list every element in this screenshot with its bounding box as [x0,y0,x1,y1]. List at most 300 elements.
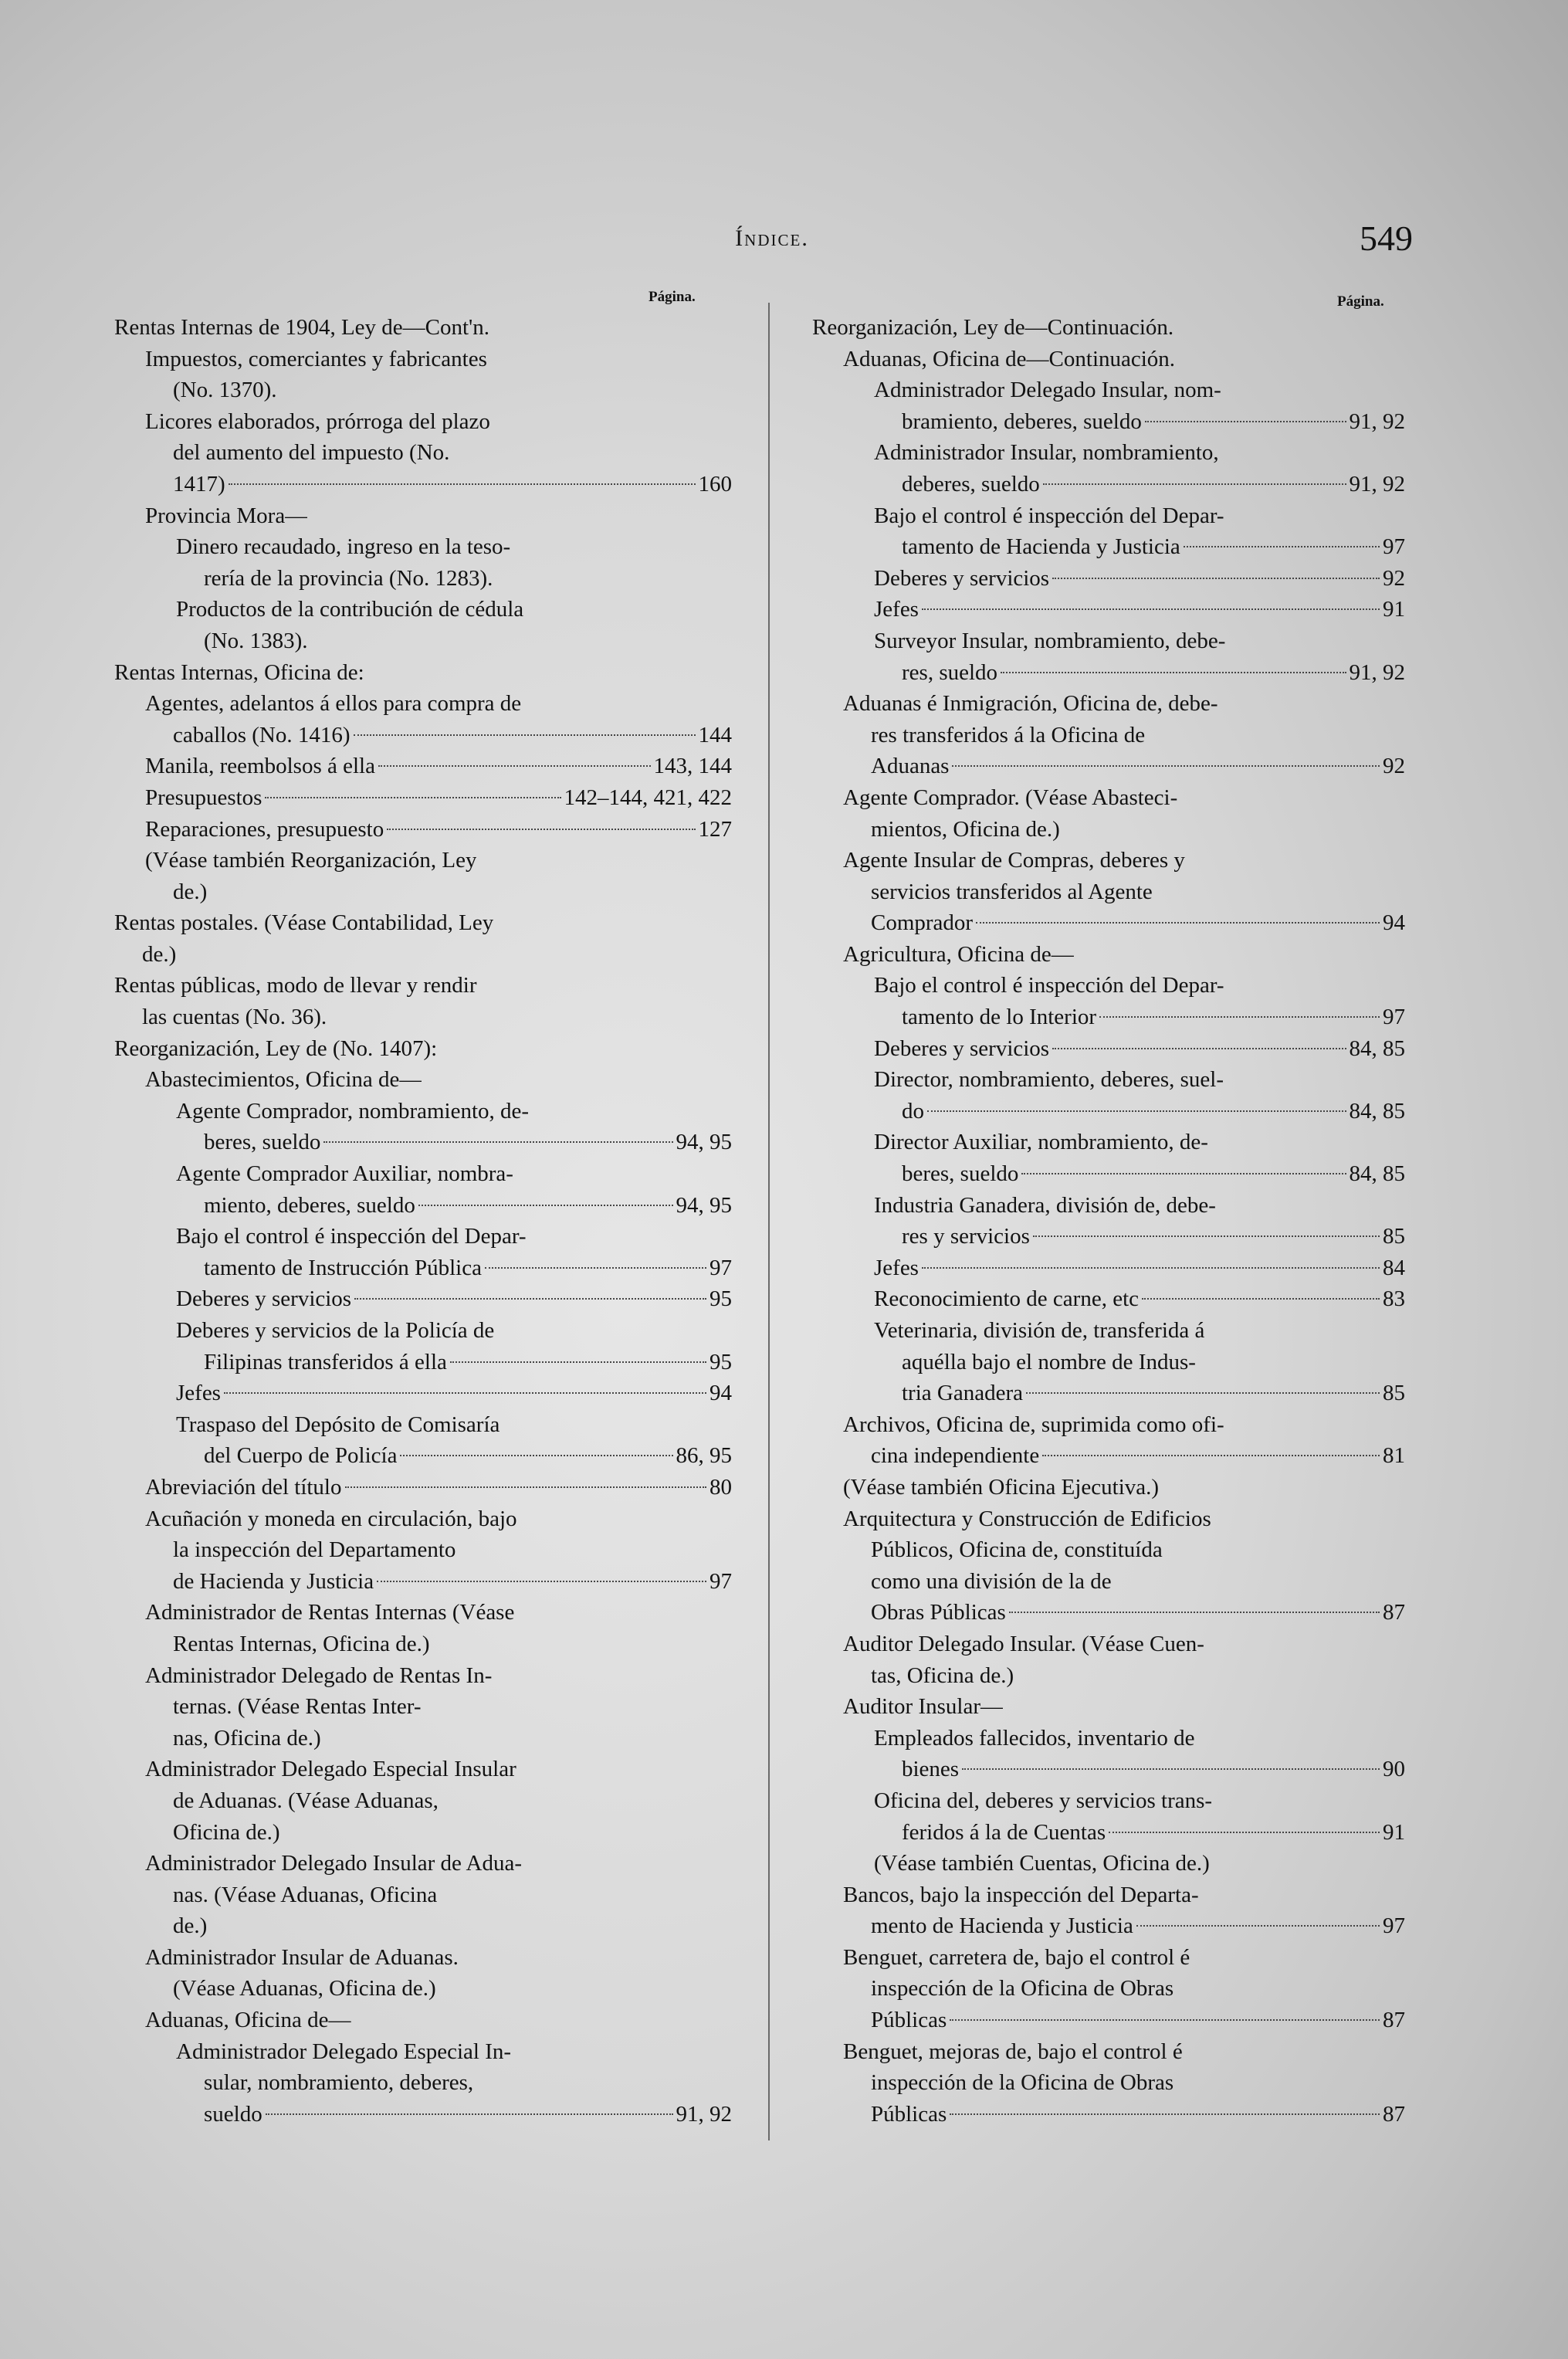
index-entry-line [874,1252,1405,1284]
index-entry-line [176,1378,732,1409]
index-entry [114,751,732,782]
index-entry-line [843,1409,1405,1441]
index-entry-line [843,814,1405,846]
index-entry-text: (Véase también Reorganización, Ley [145,848,477,873]
leader-dots [1099,1016,1380,1018]
index-entry-line [145,845,732,876]
index-entry-line [874,1848,1405,1879]
index-entry-line [874,1283,1405,1315]
index-entry-line [176,1190,732,1222]
page-reference: 97 [709,1568,732,1594]
index-entry [812,1503,1405,1629]
index-entry-text: inspección de la Oficina de Obras [871,2070,1174,2096]
page-reference: 81 [1383,1443,1405,1469]
index-entry-line [843,1942,1405,1974]
index-entry [812,1879,1405,1942]
index-entry-line [145,1597,732,1629]
index-entry-line [874,1127,1405,1158]
page-reference: 91, 92 [1349,471,1405,497]
index-entry-line [145,2005,732,2036]
index-entry-text: (No. 1370). [173,378,277,403]
index-entry [812,688,1405,782]
index-entry [114,688,732,751]
index-entry-text: caballos (No. 1416) [173,722,351,747]
index-entry-text: Director, nombramiento, deberes, suel- [874,1067,1224,1093]
index-entry-text: res transferidos á la Oficina de [871,722,1146,747]
index-entry-text: Bajo el control é inspección del Depar- [176,1224,527,1249]
index-entry-text: Deberes y servicios [176,1286,352,1312]
index-entry-line [145,344,732,375]
index-entry-text: inspección de la Oficina de Obras [871,1976,1174,2001]
index-entry-line [145,1910,732,1942]
page-reference: 80 [709,1474,732,1500]
index-entry-line [145,814,732,846]
index-entry-line [843,876,1405,908]
page-reference: 92 [1383,565,1405,591]
index-entry-line [145,782,732,814]
index-entry [114,531,732,594]
index-entry-text: bienes [902,1757,960,1782]
index-entry-text: Reconocimiento de carne, etc [874,1286,1140,1312]
index-entry-text: tamento de Hacienda y Justicia [902,534,1180,560]
index-entry-text: Bajo el control é inspección del Depar- [874,973,1224,998]
index-entry-text: de.) [173,879,208,904]
index-entry-text: aquélla bajo el nombre de Indus- [902,1349,1196,1374]
leader-dots [1009,1612,1380,1613]
index-entry-line [843,845,1405,876]
leader-dots [952,765,1380,767]
index-entry-text: Impuestos, comerciantes y fabricantes [145,346,487,371]
index-entry-text: de.) [142,941,177,967]
index-entry-text: como una división de la de [871,1568,1112,1594]
index-entry [114,1096,732,1158]
index-entry-line [145,1785,732,1817]
page-reference: 84, 85 [1349,1161,1405,1187]
left-page-column-heading: Página. [649,289,696,305]
index-entry-text: ternas. (Véase Rentas Inter- [173,1694,422,1720]
index-entry-text: 1417) [173,471,225,497]
index-entry-line [145,1503,732,1535]
index-entry-text: Públicas [871,2008,947,2033]
index-entry [114,1942,732,2005]
index-entry-text: Veterinaria, división de, transferida á [874,1318,1205,1343]
index-entry [812,625,1405,688]
column-divider [768,303,770,2140]
index-entry-text: tria Ganadera [902,1381,1023,1406]
index-entry-line [145,1472,732,1503]
index-entry-line [874,1785,1405,1817]
index-entry-line [145,1817,732,1849]
index-entry-line [114,939,732,971]
index-entry-text: Rentas Internas de 1904, Ley de—Cont'n. [114,315,490,340]
page-reference: 97 [1383,534,1405,560]
page-reference: 127 [698,816,732,842]
index-entry [114,1221,732,1283]
index-entry-line [176,1158,732,1190]
left-index-column [114,312,732,2130]
index-entry-line [145,720,732,751]
index-entry [812,782,1405,845]
index-entry [114,1597,732,1659]
page-reference: 86, 95 [676,1443,732,1469]
index-entry-line [145,876,732,908]
index-entry-line [843,720,1405,751]
page-reference: 95 [709,1349,732,1374]
index-entry-line [874,531,1405,563]
page-reference: 144 [698,722,732,747]
index-entry [114,1283,732,1315]
index-entry-line [176,1409,732,1441]
index-entry-line [843,1503,1405,1535]
index-entry-text: Provincia Mora— [145,503,308,528]
index-entry [812,1127,1405,1189]
index-entry [812,1033,1405,1065]
index-entry-line [843,344,1405,375]
index-entry [114,657,732,689]
index-entry-line [874,1754,1405,1785]
leader-dots [922,608,1380,610]
index-entry-text: Deberes y servicios [874,1035,1050,1061]
index-entry-line [145,1723,732,1754]
leader-dots [927,1110,1346,1112]
leader-dots [1001,672,1346,673]
index-entry-text: miento, deberes, sueldo [204,1192,415,1218]
index-entry [114,1315,732,1378]
index-entry-line [176,625,732,657]
index-entry [812,312,1405,344]
index-entry-line [176,1127,732,1158]
index-entry-line [843,907,1405,939]
index-entry-line [874,469,1405,500]
index-entry-text: (Véase Aduanas, Oficina de.) [173,1976,436,2001]
index-entry-line [176,2036,732,2068]
index-entry [812,437,1405,500]
index-entry-text: Jefes [874,597,919,622]
index-entry-line [874,657,1405,689]
index-entry-line [176,1315,732,1347]
index-entry-text: Abastecimientos, Oficina de— [145,1067,422,1093]
index-entry-line [145,1534,732,1566]
index-entry-line [176,2099,732,2130]
page-reference: 84 [1383,1255,1405,1280]
leader-dots [1184,546,1380,547]
index-entry-line [843,1597,1405,1629]
index-entry-text: tas, Oficina de.) [871,1662,1014,1688]
index-entry-text: las cuentas (No. 36). [142,1005,327,1030]
index-entry-line [114,312,732,344]
index-entry-line [874,375,1405,406]
index-entry-text: de.) [173,1913,208,1939]
index-entry-text: (Véase también Cuentas, Oficina de.) [874,1851,1210,1876]
index-entry [114,1378,732,1409]
leader-dots [418,1205,673,1206]
index-entry-text: Licores elaborados, prórroga del plazo [145,408,490,434]
index-entry-line [843,1660,1405,1692]
index-entry [812,594,1405,625]
index-entry-line [843,688,1405,720]
index-entry [114,814,732,846]
page-reference: 85 [1383,1224,1405,1249]
index-entry-text: Auditor Delegado Insular. (Véase Cuen- [843,1631,1204,1656]
page-reference: 94, 95 [676,1130,732,1155]
index-entry-text: Oficina de.) [173,1819,280,1845]
index-entry [812,1190,1405,1252]
index-entry-text: Administrador Insular, nombramiento, [874,440,1219,466]
index-entry-text: Comprador [871,910,974,936]
index-entry-text: Oficina del, deberes y servicios trans- [874,1788,1213,1813]
index-entry-text: mientos, Oficina de.) [871,816,1060,842]
index-entry-text: Arquitectura y Construcción de Edificios [843,1506,1211,1531]
index-entry-line [145,1754,732,1785]
index-entry [812,500,1405,563]
index-entry-text: Agente Comprador, nombramiento, de- [176,1098,530,1124]
index-entry-text: Reorganización, Ley de (No. 1407): [114,1035,438,1061]
index-entry [114,312,732,344]
index-entry-line [176,1283,732,1315]
index-entry [114,406,732,500]
index-entry-text: Manila, reembolsos á ella [145,754,375,779]
index-entry-line [843,1566,1405,1598]
index-entry-line [843,2005,1405,2036]
index-entry-line [874,1190,1405,1222]
index-entry [114,1503,732,1598]
page-reference: 97 [1383,1913,1405,1939]
index-entry-text: Presupuestos [145,785,262,810]
index-entry-text: Benguet, carretera de, bajo el control é [843,1944,1190,1970]
index-entry-text: res y servicios [902,1224,1030,1249]
index-entry-line [874,1064,1405,1096]
index-entry-line [176,1096,732,1127]
index-entry [812,1064,1405,1127]
index-entry-line [843,2067,1405,2099]
index-entry-text: del Cuerpo de Policía [204,1443,398,1469]
index-entry-text: res, sueldo [902,659,998,685]
page-reference: 91 [1383,597,1405,622]
index-entry-line [145,1848,732,1879]
index-entry-text: Deberes y servicios [874,565,1050,591]
page-reference: 91, 92 [1349,659,1405,685]
leader-dots [1021,1173,1346,1174]
leader-dots [1136,1925,1380,1927]
index-entry-text: Aduanas é Inmigración, Oficina de, debe- [843,691,1218,717]
index-entry-line [843,2099,1405,2130]
index-entry [114,907,732,970]
leader-dots [345,1486,707,1488]
index-entry-text: de Hacienda y Justicia [173,1568,374,1594]
page-reference: 90 [1383,1757,1405,1782]
index-entry-text: Industria Ganadera, división de, debe- [874,1192,1216,1218]
page-reference: 87 [1383,1600,1405,1625]
index-entry-text: de Aduanas. (Véase Aduanas, [173,1788,439,1813]
index-entry-line [843,1973,1405,2005]
index-entry [114,1033,732,1065]
index-entry-line [843,1440,1405,1472]
index-entry-text: Bancos, bajo la inspección del Departa- [843,1882,1199,1907]
index-entry-text: Administrador Delegado de Rentas In- [145,1662,493,1688]
index-entry [812,1315,1405,1409]
index-entry-text: Administrador Delegado Insular de Adua- [145,1851,523,1876]
leader-dots [1052,578,1380,579]
index-entry-text: Aduanas, Oficina de— [145,2008,351,2033]
leader-dots [1052,1048,1346,1049]
right-page-column-heading: Página. [1337,293,1384,310]
leader-dots [922,1267,1380,1269]
index-entry [812,1409,1405,1472]
index-entry-text: Bajo el control é inspección del Depar- [874,503,1224,528]
page-reference: 91, 92 [1349,408,1405,434]
index-entry [114,1848,732,1942]
index-entry-line [176,1347,732,1378]
index-entry-text: Administrador Insular de Aduanas. [145,1944,459,1970]
index-entry-line [114,1002,732,1033]
index-entry-line [114,1033,732,1065]
page-reference: 85 [1383,1381,1405,1406]
index-entry-text: Empleados fallecidos, inventario de [874,1725,1195,1751]
index-entry-text: nas, Oficina de.) [173,1725,321,1751]
index-entry-line [145,1879,732,1911]
page-reference: 84, 85 [1349,1035,1405,1061]
index-entry-line [843,1691,1405,1723]
index-entry-text: Auditor Insular— [843,1694,1003,1720]
index-entry-text: Rentas postales. (Véase Contabilidad, Ley [114,910,494,936]
index-entry-line [874,563,1405,595]
index-entry-text: Rentas Internas, Oficina de.) [173,1631,430,1656]
index-entry [114,1064,732,1096]
index-entry-line [843,1910,1405,1942]
index-entry-text: Rentas públicas, modo de llevar y rendir [114,973,477,998]
index-entry-line [176,2067,732,2099]
index-entry-text: mento de Hacienda y Justicia [871,1913,1133,1939]
index-entry-line [145,437,732,469]
leader-dots [950,2113,1380,2115]
index-entry [812,1942,1405,2036]
index-entry [812,845,1405,939]
leader-dots [266,2113,673,2115]
leader-dots [354,734,696,736]
index-entry-line [114,907,732,939]
index-entry-text: Reparaciones, presupuesto [145,816,384,842]
index-entry [812,375,1405,437]
index-entry [114,500,732,532]
index-entry [812,1283,1405,1315]
leader-dots [323,1141,672,1143]
index-entry-text: Abreviación del título [145,1474,342,1500]
index-entry-text: Agente Comprador. (Véase Abasteci- [843,785,1178,810]
leader-dots [950,2019,1380,2021]
index-entry-text: Administrador Delegado Insular, nom- [874,378,1221,403]
leader-dots [1109,1832,1380,1833]
leader-dots [1145,421,1346,422]
index-entry-line [874,1378,1405,1409]
index-entry-line [874,500,1405,532]
leader-dots [962,1768,1380,1770]
index-entry-text: tamento de lo Interior [902,1005,1097,1030]
index-entry-line [874,594,1405,625]
leader-dots [1042,1455,1380,1456]
index-entry-text: Agricultura, Oficina de— [843,941,1074,967]
leader-dots [354,1298,706,1300]
index-entry-line [843,782,1405,814]
index-entry-line [874,406,1405,438]
index-entry-line [874,1315,1405,1347]
index-entry [114,2005,732,2036]
index-entry-text: Surveyor Insular, nombramiento, debe- [874,628,1226,653]
leader-dots [485,1267,706,1269]
index-entry-line [874,437,1405,469]
index-entry-text: la inspección del Departamento [173,1537,456,1563]
index-entry-text: Director Auxiliar, nombramiento, de- [874,1130,1208,1155]
page-reference: 95 [709,1286,732,1312]
index-entry-line [843,939,1405,971]
index-entry-line [145,375,732,406]
index-entry-line [145,1064,732,1096]
page-reference: 97 [709,1255,732,1280]
index-entry-text: Agente Comprador Auxiliar, nombra- [176,1161,513,1187]
index-entry-line [176,563,732,595]
index-entry-text: (No. 1383). [204,628,308,653]
index-entry-line [145,1629,732,1660]
index-entry-line [843,1534,1405,1566]
index-entry [114,594,732,656]
index-entry-text: beres, sueldo [204,1130,321,1155]
leader-dots [450,1361,706,1363]
index-entry [812,1848,1405,1879]
index-entry-line [843,751,1405,782]
leader-dots [976,922,1380,924]
index-entry-line [114,970,732,1002]
index-entry-text: Públicas [871,2101,947,2127]
index-entry-text: Traspaso del Depósito de Comisaría [176,1412,500,1437]
index-entry-line [812,312,1405,344]
index-entry [114,782,732,814]
index-entry-line [176,1221,732,1252]
index-entry-text: Administrador Delegado Especial Insular [145,1757,516,1782]
index-entry-line [114,657,732,689]
index-entry-text: Administrador de Rentas Internas (Véase [145,1600,515,1625]
page-reference: 143, 144 [653,754,732,779]
page-reference: 142–144, 421, 422 [564,785,732,810]
index-entry-text: (Véase también Oficina Ejecutiva.) [843,1474,1160,1500]
leader-dots [265,797,560,798]
index-entry-line [145,751,732,782]
leader-dots [224,1392,706,1394]
index-entry [812,1472,1405,1503]
index-entry-line [874,970,1405,1002]
page-reference: 97 [1383,1005,1405,1030]
index-entry [812,2036,1405,2130]
page-reference: 91 [1383,1819,1405,1845]
index-entry-text: Archivos, Oficina de, suprimida como ofi- [843,1412,1224,1437]
index-entry-line [874,1723,1405,1754]
index-entry-line [176,594,732,625]
index-entry-text: Aduanas [871,754,950,779]
index-entry-text: Rentas Internas, Oficina de: [114,659,364,685]
index-entry-text: Filipinas transferidos á ella [204,1349,447,1374]
index-entry-line [843,1472,1405,1503]
index-entry-text: beres, sueldo [902,1161,1019,1187]
leader-dots [378,765,651,767]
page-reference: 83 [1383,1286,1405,1312]
index-entry-text: Agente Insular de Compras, deberes y [843,848,1185,873]
page-number: 549 [1360,219,1413,258]
index-entry-line [145,688,732,720]
leader-dots [1033,1235,1380,1237]
index-entry-text: Obras Públicas [871,1600,1006,1625]
index-entry [812,939,1405,971]
index-entry-line [145,1660,732,1692]
index-entry [114,1754,732,1848]
index-entry-line [145,1691,732,1723]
